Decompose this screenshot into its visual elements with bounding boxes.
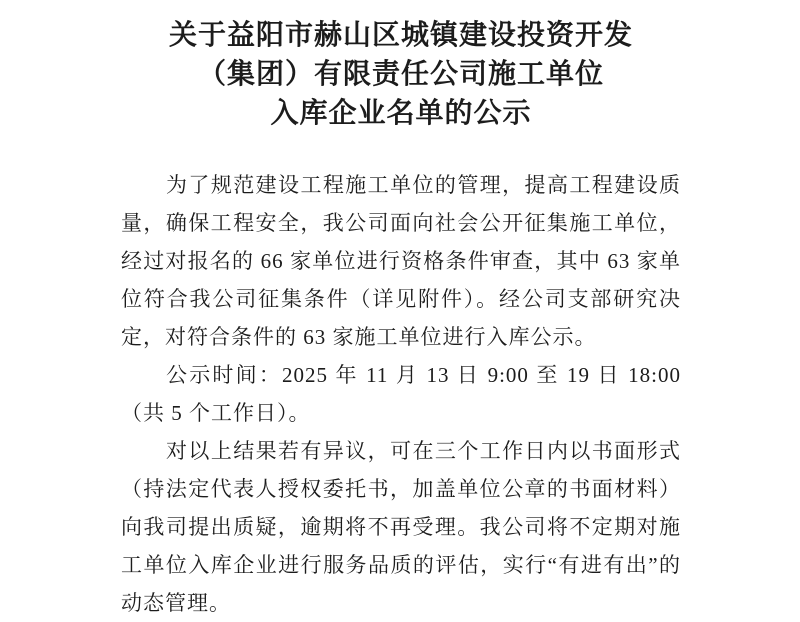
- title-line-1: 关于益阳市赫山区城镇建设投资开发: [168, 19, 633, 50]
- paragraph-publicity-period: 公示时间：2025 年 11 月 13 日 9:00 至 19 日 18:00（共 5 个工作日）。: [121, 363, 681, 425]
- paragraph-objection: 对以上结果若有异议，可在三个工作日内以书面形式（持法定代表人授权委托书，加盖单位公章的书面材料）向我司提出质疑，逾期将不再受理。我公司将不定期对施工单位入库企业进行服务品质的评估，实行“有进有出”的动态管理。: [121, 439, 681, 615]
- title-line-3: 入库企业名单的公示: [270, 97, 532, 128]
- paragraph-intro: 为了规范建设工程施工单位的管理，提高工程建设质量，确保工程安全，我公司面向社会公开征集施工单位，经过对报名的 66 家单位进行资格条件审查，其中 63 家单位符合我公司征集条件（详见附件）。经公司支部研究决定，对符合条件的 63 家施工单位进行入库公示。: [121, 173, 681, 349]
- document-title: [121, 15, 681, 132]
- title-line-2: （集团）有限责任公司施工单位: [197, 58, 604, 89]
- document-body: [121, 166, 681, 622]
